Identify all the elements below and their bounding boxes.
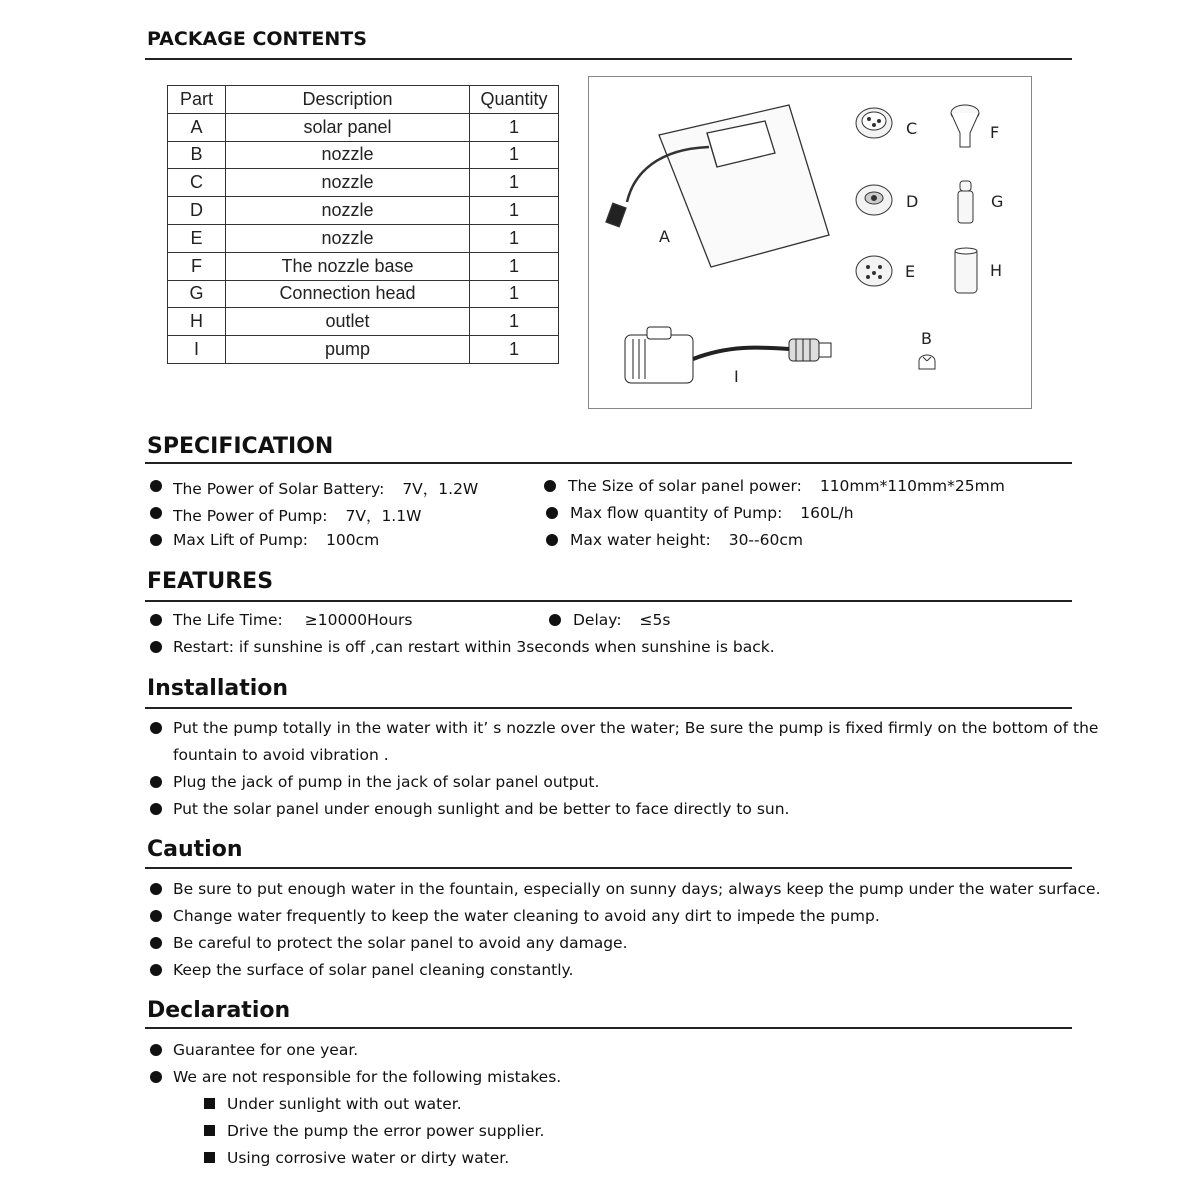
bullet-icon <box>150 534 162 546</box>
caution-item: Be careful to protect the solar panel to avoid any damage. <box>173 934 628 952</box>
spec-item <box>173 531 379 549</box>
spec-item <box>173 477 478 499</box>
figure-label-b: B <box>921 329 932 348</box>
installation-item-continued: fountain to avoid vibration . <box>173 746 389 764</box>
spec-item <box>570 531 803 549</box>
declaration-subitem: Under sunlight with out water. <box>227 1095 462 1113</box>
spec-item <box>568 477 1005 495</box>
spec-value: 7V，1.2W <box>402 480 479 498</box>
bullet-icon <box>150 507 162 519</box>
caution-item: Change water frequently to keep the water cleaning to avoid any dirt to impede the pump. <box>173 907 880 925</box>
quantity-cell: 1 <box>470 252 559 280</box>
quantity-cell: 1 <box>470 169 559 197</box>
figure-label-d: D <box>906 192 919 211</box>
description-cell: nozzle <box>226 169 470 197</box>
description-cell: Connection head <box>226 280 470 308</box>
figure-label-c: C <box>906 119 918 138</box>
table-row <box>168 141 559 169</box>
divider <box>145 1027 1072 1029</box>
figure-label-a: A <box>659 227 670 246</box>
spec-label: Max water height: <box>570 531 711 549</box>
bullet-icon <box>150 803 162 815</box>
installation-item: Put the solar panel under enough sunlight and be better to face directly to sun. <box>173 800 790 818</box>
bullet-icon <box>150 910 162 922</box>
column-header-description: Description <box>226 86 470 114</box>
caution-heading: Caution <box>147 837 243 862</box>
declaration-item: Guarantee for one year. <box>173 1041 359 1059</box>
package-contents-heading: PACKAGE CONTENTS <box>147 28 367 50</box>
feature-value: ≥10000Hours <box>304 611 413 629</box>
quantity-cell: 1 <box>470 336 559 364</box>
table-row <box>168 113 559 141</box>
caution-item: Keep the surface of solar panel cleaning constantly. <box>173 961 574 979</box>
nozzle-e-illustration <box>856 256 892 286</box>
caution-item: Be sure to put enough water in the fountain, especially on sunny days; always keep the pump under the water surface. <box>173 880 1101 898</box>
figure-label-i: I <box>734 367 739 386</box>
table-row <box>168 169 559 197</box>
description-cell: outlet <box>226 308 470 336</box>
table-row <box>168 252 559 280</box>
spec-value: 100cm <box>326 531 380 549</box>
quantity-cell: 1 <box>470 308 559 336</box>
quantity-cell: 1 <box>470 141 559 169</box>
declaration-heading: Declaration <box>147 998 291 1023</box>
declaration-subitem: Using corrosive water or dirty water. <box>227 1149 510 1167</box>
quantity-cell: 1 <box>470 113 559 141</box>
nozzle-base-illustration <box>951 105 979 147</box>
part-cell: D <box>168 197 226 225</box>
description-cell: nozzle <box>226 224 470 252</box>
divider <box>145 58 1072 60</box>
figure-label-f: F <box>990 123 1000 142</box>
part-cell: H <box>168 308 226 336</box>
description-cell: pump <box>226 336 470 364</box>
spec-item <box>173 504 421 526</box>
description-cell: nozzle <box>226 197 470 225</box>
feature-life-time <box>173 611 413 629</box>
divider <box>145 707 1072 709</box>
figure-label-h: H <box>990 261 1003 280</box>
nozzle-b-illustration <box>919 355 935 369</box>
figure-label-e: E <box>905 262 916 281</box>
part-cell: I <box>168 336 226 364</box>
square-bullet-icon <box>204 1098 215 1109</box>
installation-item: Plug the jack of pump in the jack of solar panel output. <box>173 773 600 791</box>
outlet-illustration <box>955 248 977 293</box>
nozzle-d-illustration <box>856 185 892 215</box>
table-row <box>168 280 559 308</box>
feature-label: Delay: <box>573 611 622 629</box>
quantity-cell: 1 <box>470 224 559 252</box>
figure-label-g: G <box>991 192 1004 211</box>
square-bullet-icon <box>204 1125 215 1136</box>
spec-value: 110mm*110mm*25mm <box>819 477 1005 495</box>
table-row <box>168 336 559 364</box>
divider <box>145 867 1072 869</box>
column-header-quantity: Quantity <box>470 86 559 114</box>
bullet-icon <box>150 1071 162 1083</box>
bullet-icon <box>150 964 162 976</box>
description-cell: The nozzle base <box>226 252 470 280</box>
bullet-icon <box>150 641 162 653</box>
bullet-icon <box>150 1044 162 1056</box>
bullet-icon <box>150 937 162 949</box>
quantity-cell: 1 <box>470 197 559 225</box>
bullet-icon <box>546 507 558 519</box>
spec-label: Max flow quantity of Pump: <box>570 504 783 522</box>
spec-item <box>570 504 854 522</box>
column-header-part: Part <box>168 86 226 114</box>
installation-item: Put the pump totally in the water with it’ s nozzle over the water; Be sure the pump is fixed firmly on the bottom of the <box>173 719 1099 737</box>
quantity-cell: 1 <box>470 280 559 308</box>
bullet-icon <box>150 883 162 895</box>
parts-illustration <box>588 76 1032 409</box>
spec-value: 160L/h <box>800 504 854 522</box>
part-cell: B <box>168 141 226 169</box>
bullet-icon <box>544 480 556 492</box>
divider <box>145 462 1072 464</box>
description-cell: solar panel <box>226 113 470 141</box>
spec-value: 7V，1.1W <box>345 507 422 525</box>
bullet-icon <box>549 614 561 626</box>
part-cell: A <box>168 113 226 141</box>
nozzle-c-illustration <box>856 108 892 138</box>
connection-head-illustration <box>958 181 973 223</box>
part-cell: F <box>168 252 226 280</box>
pump-illustration <box>625 327 831 383</box>
feature-value: ≤5s <box>639 611 671 629</box>
bullet-icon <box>546 534 558 546</box>
square-bullet-icon <box>204 1152 215 1163</box>
declaration-item: We are not responsible for the following mistakes. <box>173 1068 562 1086</box>
spec-label: The Power of Pump: <box>173 507 328 525</box>
parts-table <box>167 85 559 364</box>
features-heading: FEATURES <box>147 569 274 594</box>
spec-label: The Power of Solar Battery: <box>173 480 385 498</box>
declaration-subitem: Drive the pump the error power supplier. <box>227 1122 545 1140</box>
bullet-icon <box>150 722 162 734</box>
part-cell: C <box>168 169 226 197</box>
divider <box>145 600 1072 602</box>
installation-heading: Installation <box>147 676 289 701</box>
spec-value: 30--60cm <box>728 531 803 549</box>
part-cell: E <box>168 224 226 252</box>
solar-panel-illustration <box>606 105 829 267</box>
table-row <box>168 197 559 225</box>
table-row <box>168 224 559 252</box>
bullet-icon <box>150 776 162 788</box>
description-cell: nozzle <box>226 141 470 169</box>
specification-heading: SPECIFICATION <box>147 434 334 459</box>
table-row <box>168 308 559 336</box>
spec-label: Max Lift of Pump: <box>173 531 309 549</box>
parts-drawing <box>589 77 1031 408</box>
feature-restart: Restart: if sunshine is off ,can restart within 3seconds when sunshine is back. <box>173 638 775 656</box>
bullet-icon <box>150 614 162 626</box>
bullet-icon <box>150 480 162 492</box>
feature-label: The Life Time: <box>173 611 283 629</box>
table-header-row <box>168 86 559 114</box>
part-cell: G <box>168 280 226 308</box>
spec-label: The Size of solar panel power: <box>568 477 802 495</box>
feature-delay <box>573 611 670 629</box>
